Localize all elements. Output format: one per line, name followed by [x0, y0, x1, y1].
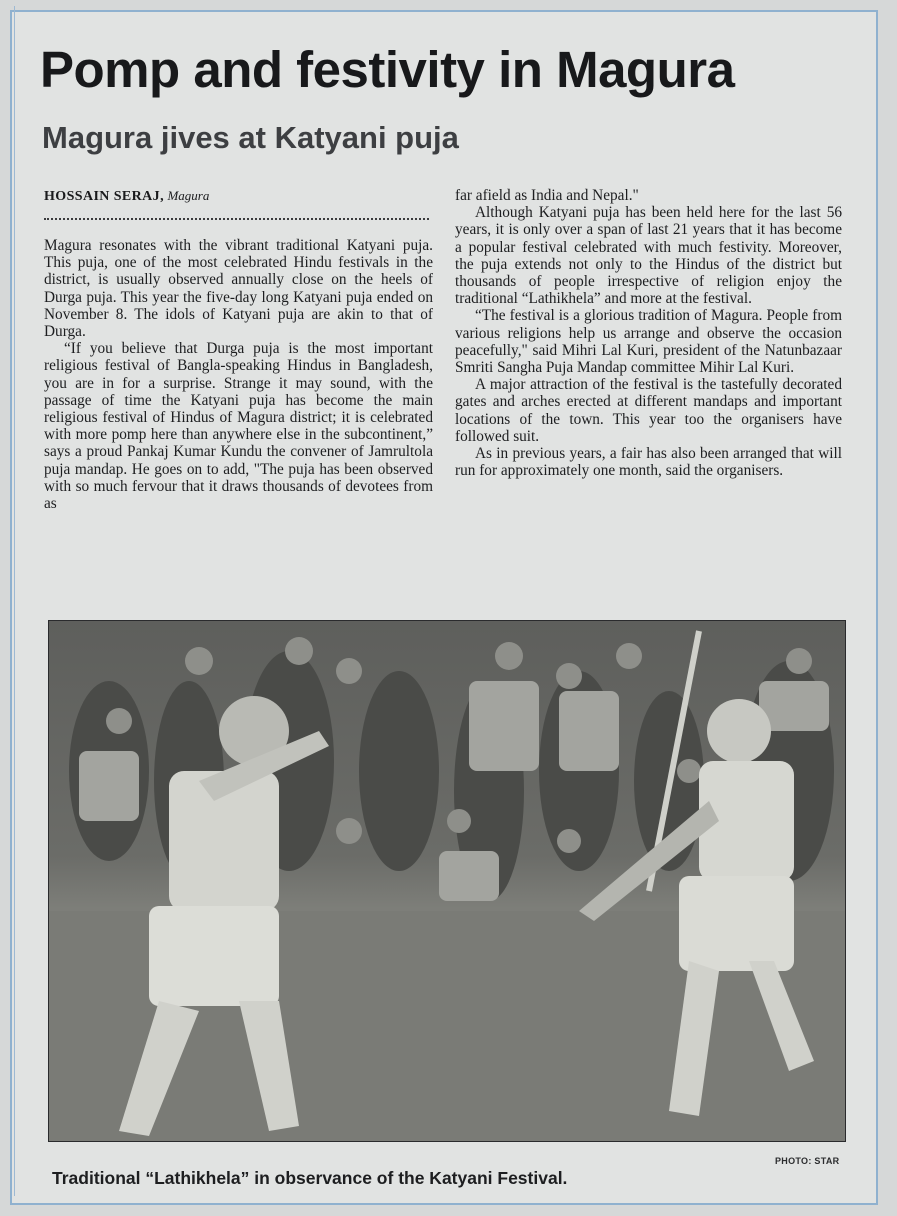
photo-credit: PHOTO: STAR	[775, 1156, 840, 1166]
news-photo	[48, 620, 846, 1142]
photo-caption: Traditional “Lathikhela” in observance of the Katyani Festival.	[52, 1168, 568, 1188]
article-column-2	[455, 187, 842, 479]
article-column-1	[44, 237, 433, 512]
byline	[44, 188, 209, 205]
paragraph: Although Katyani puja has been held here for the last 56 years, it is only over a span of last 21 years that it has become a popular festival celebrated with much festivity. Moreover, the puja extends not only to the Hindus of the district but thousands of people irrespective of religion enjoy the traditional “Lathikhela” and more at the festival.	[455, 204, 842, 308]
paragraph: As in previous years, a fair has also been arranged that will run for approximately one month, said the organisers.	[455, 445, 842, 480]
paragraph: Magura resonates with the vibrant traditional Katyani puja. This puja, one of the most celebrated Hindu festivals in the district, is usually observed annually close on the heels of Durga puja. This year the five-day long Katyani puja ended on November 8. The idols of Katyani puja are akin to that of Durga.	[44, 237, 433, 341]
photo-illustration	[49, 621, 846, 1142]
paragraph: far afield as India and Nepal."	[455, 187, 639, 204]
paragraph: “The festival is a glorious tradition of Magura. People from various religions help us arrange and observe the occasion peacefully," said Mihri Lal Kuri, president of the Natunbazaar Smriti Sangha Puja Mandap committee Mihir Lal Kuri.	[455, 307, 842, 377]
byline-name: HOSSAIN SERAJ,	[44, 189, 164, 204]
subheadline: Magura jives at Katyani puja	[42, 120, 459, 155]
paragraph: “If you believe that Durga puja is the most important religious festival of Bangla-speaking Hindus in Bangladesh, you are in for a surprise. Strange it may sound, with the passage of time the Katyani puja has become the main religious festival of Hindus of Magura district; it is celebrated with more pomp here than anywhere else in the subcontinent,” says a proud Pankaj Kumar Kundu the convener of Jamrultola puja mandap. He goes on to add, "The puja has been observed with so much fervour that it draws thousands of devotees from as	[44, 340, 433, 513]
byline-place: Magura	[167, 188, 210, 203]
byline-divider	[44, 218, 429, 220]
headline: Pomp and festivity in Magura	[40, 41, 735, 98]
paragraph: A major attraction of the festival is the tastefully decorated gates and arches erected at different mandaps and important locations of the town. This year too the organisers have followed suit.	[455, 376, 842, 445]
